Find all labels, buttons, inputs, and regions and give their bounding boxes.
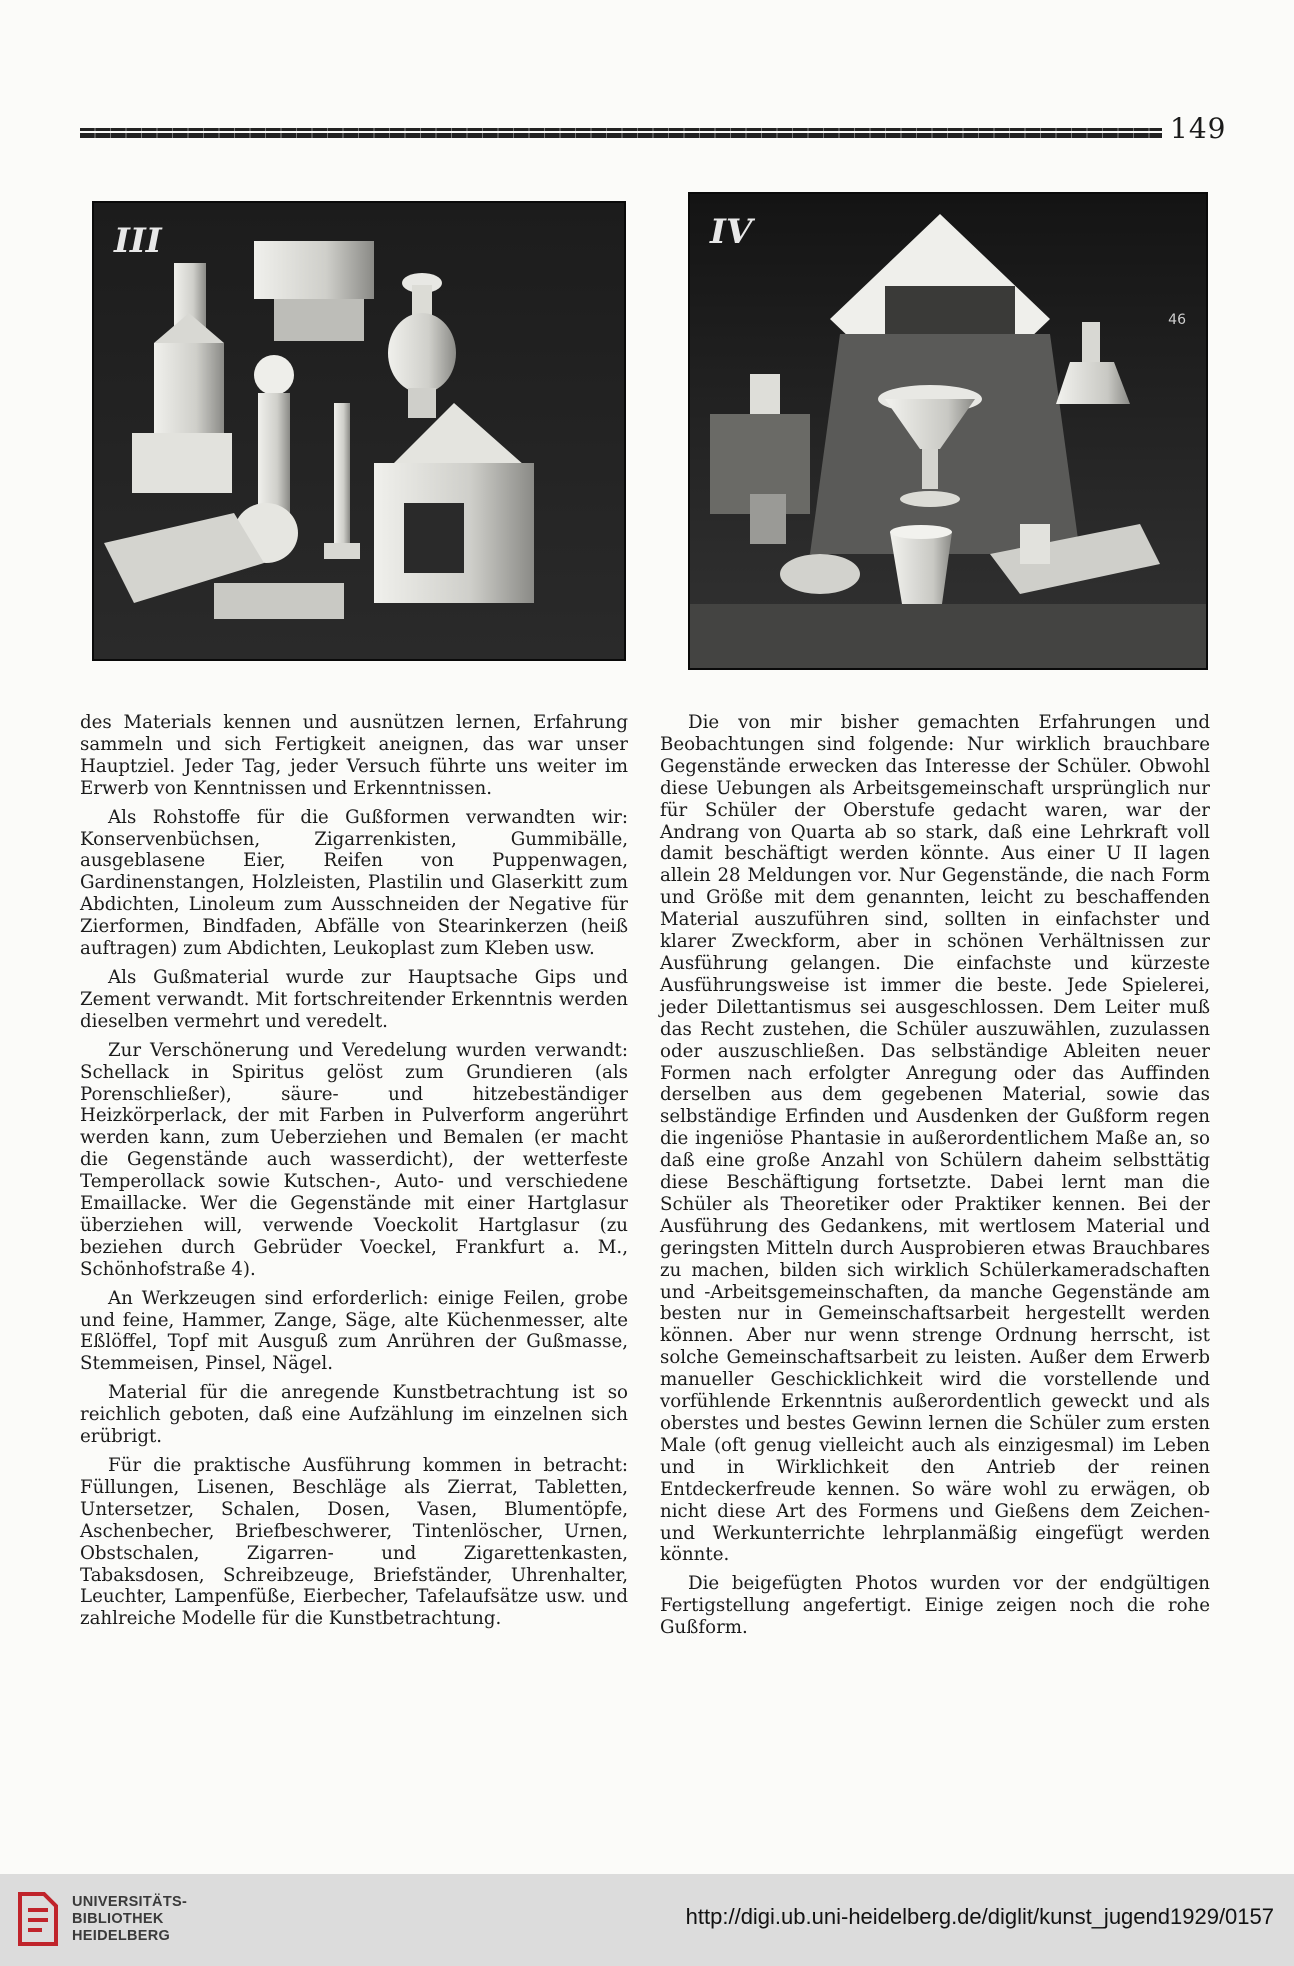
paragraph: Als Rohstoffe für die Gußformen verwandten wir: Konservenbüchsen, Zigarrenkisten, Gummibälle, ausgeblasene Eier, Reifen von Puppenwagen, Gardinenstangen, Holzleisten, Plastilin und Glaserkitt zum Abdichten, Linoleum zum Ausschneiden der Negative für Zierformen, Bindfaden, Abfälle von Stearinkerzen (heiß auftragen) zum Abdichten, Leukoplast zum Kleben usw. bbox=[80, 806, 628, 960]
photo-mark: 46 bbox=[1168, 312, 1186, 328]
photo-plaster-casts-iii bbox=[92, 201, 626, 661]
header-rule bbox=[80, 128, 1162, 138]
photo-label: IV bbox=[710, 212, 753, 252]
paragraph: Als Gußmaterial wurde zur Hauptsache Gips und Zement verwandt. Mit fortschreitender Erkenntnis werden dieselben vermehrt und veredelt. bbox=[80, 966, 628, 1032]
page-number: 149 bbox=[1170, 112, 1227, 145]
paragraph: Die beigefügten Photos wurden vor der endgültigen Fertigstellung angefertigt. Einige zeigen noch die rohe Gußform. bbox=[660, 1573, 1210, 1639]
paragraph: Material für die anregende Kunstbetrachtung ist so reichlich geboten, daß eine Aufzählung im einzelnen sich erübrigt. bbox=[80, 1382, 628, 1448]
paragraph: Die von mir bisher gemachten Erfahrungen und Beobachtungen sind folgende: Nur wirklich brauchbare Gegenstände erwecken das Interesse der Schüler. Obwohl diese Uebungen als Arbeitsgemeinschaft ursprünglich nur für Schüler der Oberstufe gedacht waren, war der Andrang von Quarta ab so stark, daß eine Lehrkraft voll damit beschäftigt werden könnte. Aus einer U II lagen allein 28 Meldungen vor. Nur Gegenstände, die nach Form und Größe mit dem genannten, leicht zu beschaffenden Material auszuführen sind, sollten in einfachster und klarer Zweckform, aber in schönen Verhältnissen zur Ausführung gelangen. Die einfachste und kürzeste Ausführungsweise ist immer die beste. Jede Spielerei, jeder Dilettantismus sei ausgeschlossen. Dem Leiter muß das Recht zustehen, die Schüler auszuwählen, zuzulassen oder auszuschließen. Das selbständige Ableiten neuer Formen nach erfolgter Anregung oder das Auffinden derselben aus dem gegebenen Material, sowie das selbständige Erfinden und Ausdenken der Gußform regen die ingeniöse Phantasie in außerordentlichem Maße an, so daß eine große Anzahl von Schülern daheim selbsttätig diese Beschäftigung fortsetzte. Dabei lernt man die Schüler als Theoretiker oder Praktiker kennen. Bei der Ausführung des Gedankens, mit wertlosem Material und geringsten Mitteln durch Ausprobieren etwas Brauchbares zu machen, bilden sich wirklich Schülerkameradschaften und -Arbeitsgemeinschaften, da manche Gegenstände am besten nur in Gemeinschaftsarbeit hergestellt werden können. Aber nur wenn strenge Ordnung herrscht, ist solche Gemeinschaftsarbeit zu leisten. Außer dem Erwerb manueller Geschicklichkeit wird die vorstellende und vorfühlende Erkenntnis außerordentlich geweckt und als oberstes und bestes Gewinn lernen die Schüler zum ersten Male (oft genug vielleicht auch als einzigesmal) im Leben und in Wirklichkeit den Antrieb der reinen Entdeckerfreude kennen. So wäre wohl zu erwägen, ob nicht diese Art des Formens und Gießens dem Zeichen- und Werkunterrichte lehrplanmäßig eingefügt werden könnte. bbox=[660, 712, 1210, 1566]
text-column-left bbox=[80, 712, 628, 1637]
paragraph: Zur Verschönerung und Veredelung wurden verwandt: Schellack in Spiritus gelöst zum Grundieren (als Porenschließer), säure- und hitzebeständiger Heizkörperlack, der mit Farben in Pulverform angerührt werden kann, zum Ueberziehen und Bemalen (er macht die Gegenstände auch wasserdicht), der wetterfeste Temperollack sowie Kutschen-, Auto- und verschiedene Emaillacke. Wer die Gegenstände mit einer Hartglasur überziehen will, verwende Voeckolit Hartglasur (zu beziehen durch Gebrüder Voeckel, Frankfurt a. M., Schönhofstraße 4). bbox=[80, 1039, 628, 1280]
library-name-line: HEIDELBERG bbox=[72, 1928, 171, 1944]
photo-image bbox=[690, 194, 1206, 668]
library-name bbox=[72, 1894, 187, 1945]
paragraph: des Materials kennen und ausnützen lernen, Erfahrung sammeln und sich Fertigkeit aneignen, das war unser Hauptziel. Jeder Tag, jeder Versuch führte uns weiter im Erwerb von Kenntnissen und Erkenntnissen. bbox=[80, 712, 628, 799]
paragraph: An Werkzeugen sind erforderlich: einige Feilen, grobe und feine, Hammer, Zange, Säge, alte Küchenmesser, alte Eßlöffel, Topf mit Ausguß zum Anrühren der Gußmasse, Stemmeisen, Pinsel, Nägel. bbox=[80, 1287, 628, 1375]
university-library-logo-icon bbox=[14, 1888, 62, 1950]
source-url-link[interactable]: http://digi.ub.uni-heidelberg.de/diglit/kunst_jugend1929/0157 bbox=[685, 1904, 1274, 1929]
footer-bar bbox=[0, 1874, 1294, 1966]
paragraph: Für die praktische Ausführung kommen in betracht: Füllungen, Lisenen, Beschläge als Zierrat, Tabletten, Untersetzer, Schalen, Dosen, Vasen, Blumentöpfe, Aschenbecher, Briefbeschwerer, Tintenlöscher, Urnen, Obstschalen, Zigarren- und Zigarettenkasten, Tabaksdosen, Schreibzeuge, Briefständer, Uhrenhalter, Leuchter, Lampenfüße, Eierbecher, Tafelaufsätze usw. und zahlreiche Modelle für die Kunstbetrachtung. bbox=[80, 1455, 628, 1630]
photo-plaster-casts-iv bbox=[688, 192, 1208, 670]
photo-label: III bbox=[114, 221, 162, 261]
library-name-line: UNIVERSITÄTS- bbox=[72, 1894, 188, 1910]
photo-image bbox=[94, 203, 624, 659]
library-name-line: BIBLIOTHEK bbox=[72, 1911, 164, 1927]
text-column-right bbox=[660, 712, 1210, 1646]
